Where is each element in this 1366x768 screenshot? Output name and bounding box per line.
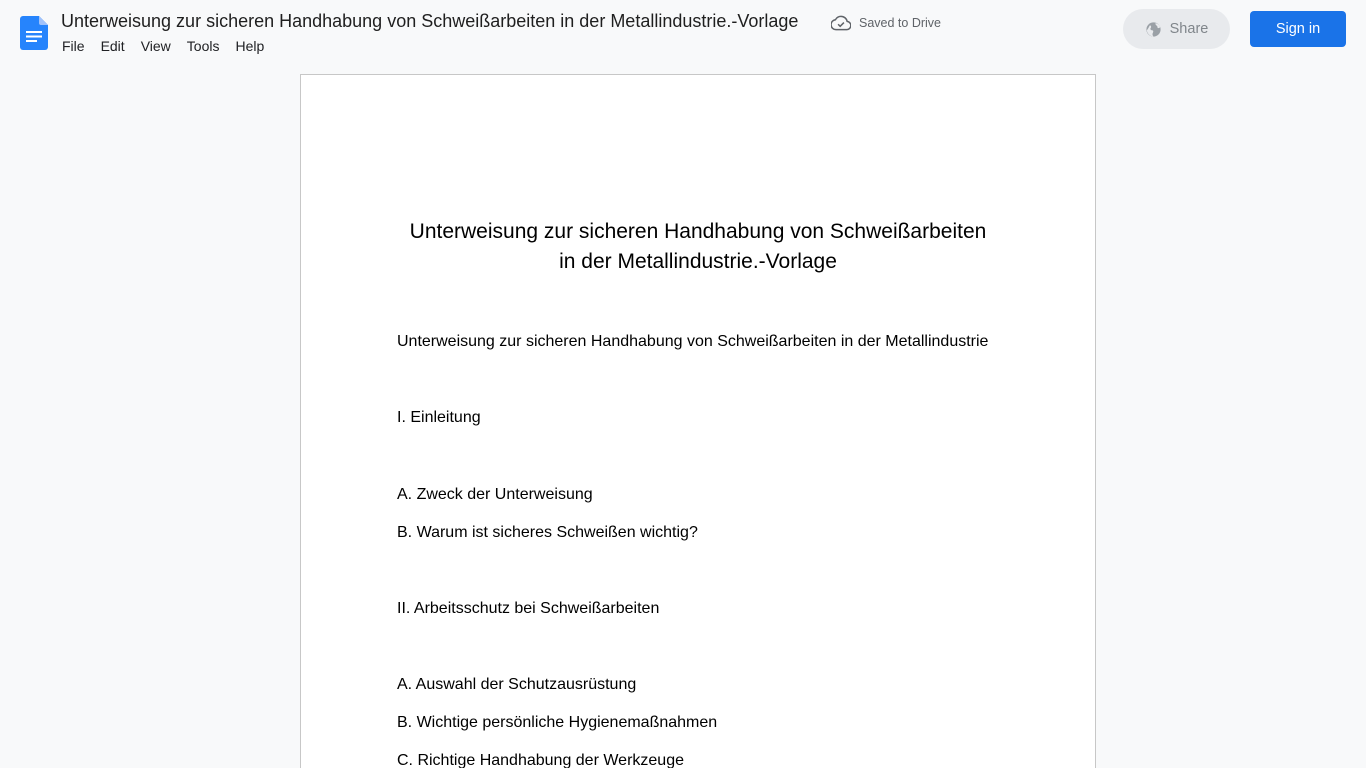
paragraph-item: B. Warum ist sicheres Schweißen wichtig? — [397, 524, 698, 541]
paragraph-section-2: II. Arbeitsschutz bei Schweißarbeiten — [397, 600, 660, 617]
google-docs-icon[interactable] — [20, 16, 48, 50]
paragraph-item: C. Richtige Handhabung der Werkzeuge — [397, 752, 684, 768]
paragraph-item: A. Auswahl der Schutzausrüstung — [397, 676, 637, 693]
save-status-label: Saved to Drive — [859, 16, 941, 30]
save-status[interactable] — [831, 13, 941, 33]
paragraph-subtitle: Unterweisung zur sicheren Handhabung von Schweißarbeiten in der Metallindustrie — [397, 333, 989, 350]
document-canvas[interactable] — [0, 64, 1366, 768]
menu-tools[interactable]: Tools — [186, 38, 220, 54]
menu-help[interactable]: Help — [235, 38, 265, 54]
heading-line-1: Unterweisung zur sicheren Handhabung von Schweißarbeiten — [409, 220, 987, 243]
heading-line-2: in der Metallindustrie.-Vorlage — [559, 250, 837, 273]
sign-in-button[interactable]: Sign in — [1250, 11, 1346, 47]
share-button-label: Share — [1169, 21, 1209, 37]
menu-view[interactable]: View — [140, 38, 171, 54]
docs-header — [0, 0, 1366, 64]
menu-bar — [54, 36, 272, 56]
menu-file[interactable]: File — [62, 38, 85, 54]
paragraph-section-1: I. Einleitung — [397, 409, 481, 426]
document-page[interactable] — [300, 74, 1096, 768]
share-button[interactable] — [1123, 9, 1230, 49]
document-heading — [301, 217, 1095, 277]
cloud-done-icon — [831, 15, 851, 31]
globe-icon — [1145, 21, 1162, 38]
document-title[interactable]: Unterweisung zur sicheren Handhabung von Schweißarbeiten in der Metallindustrie.-Vorlage — [61, 11, 799, 31]
paragraph-item: A. Zweck der Unterweisung — [397, 486, 593, 503]
paragraph-item: B. Wichtige persönliche Hygienemaßnahmen — [397, 714, 718, 731]
menu-edit[interactable]: Edit — [100, 38, 125, 54]
